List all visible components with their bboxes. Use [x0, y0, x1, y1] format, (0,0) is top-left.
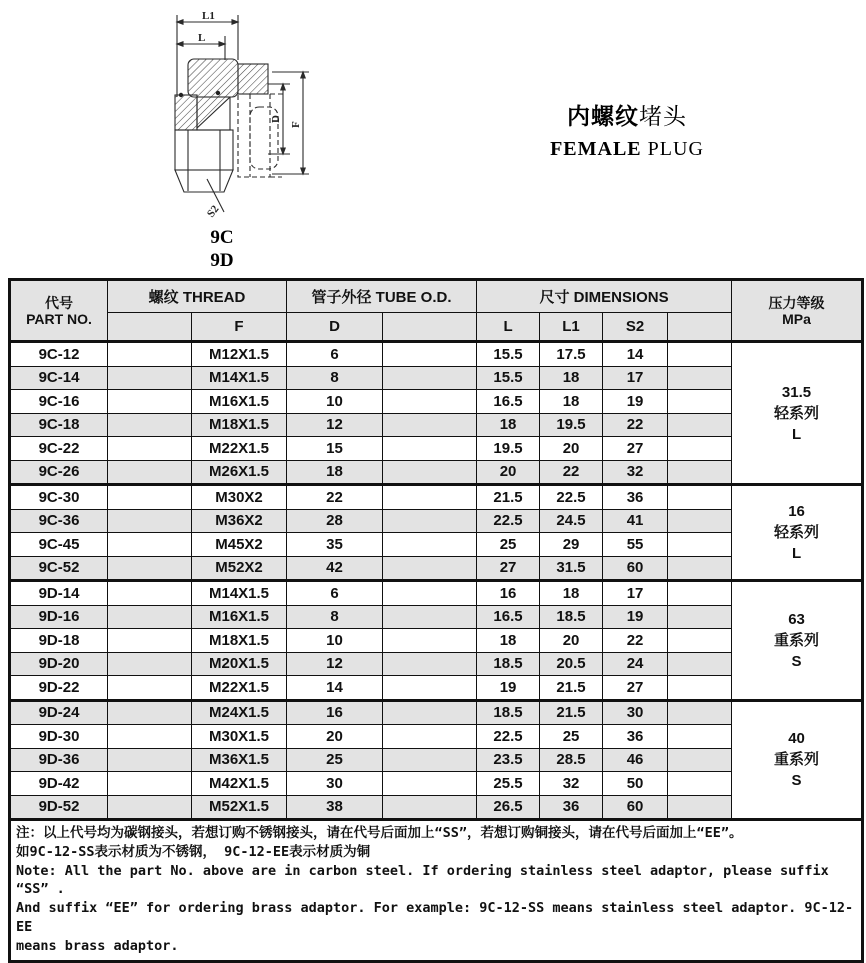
part-no-cell: 9D-16	[10, 605, 108, 629]
pressure-rating-cell	[732, 700, 863, 820]
dim-s2-cell: 19	[603, 390, 668, 414]
tube-od-cell: 25	[287, 748, 383, 772]
tube-blank-cell	[383, 342, 477, 367]
col-header-part-no	[10, 280, 108, 342]
thread-blank-cell	[108, 652, 192, 676]
tube-od-cell: 8	[287, 366, 383, 390]
dim-l1-cell: 18.5	[540, 605, 603, 629]
thread-f-cell: M52X1.5	[192, 795, 287, 820]
col-header-dimensions: 尺寸 DIMENSIONS	[477, 280, 732, 313]
pressure-rating-line: 40	[788, 730, 805, 748]
thread-f-cell: M20X1.5	[192, 652, 287, 676]
part-no-cell: 9D-14	[10, 581, 108, 606]
table-row	[10, 342, 863, 367]
col-subheader-f: F	[192, 313, 287, 342]
thread-blank-cell	[108, 509, 192, 533]
thread-blank-cell	[108, 581, 192, 606]
dim-s2-cell: 17	[603, 366, 668, 390]
tube-od-cell: 14	[287, 676, 383, 701]
pressure-rating-line: 轻系列	[774, 404, 820, 422]
spec-table-wrap	[8, 278, 864, 963]
tube-od-cell: 22	[287, 485, 383, 510]
thread-f-cell: M42X1.5	[192, 772, 287, 796]
tube-od-cell: 10	[287, 390, 383, 414]
tube-blank-cell	[383, 795, 477, 820]
col-header-thread: 螺纹 THREAD	[108, 280, 287, 313]
footnote-row	[10, 820, 863, 962]
dim-s2-cell: 50	[603, 772, 668, 796]
dim-l-cell: 27	[477, 556, 540, 581]
col-subheader-dim-blank	[668, 313, 732, 342]
dim-blank-cell	[668, 437, 732, 461]
dim-s2-cell: 14	[603, 342, 668, 367]
tube-blank-cell	[383, 772, 477, 796]
pressure-rating-cell	[732, 342, 863, 485]
tube-blank-cell	[383, 413, 477, 437]
dim-blank-cell	[668, 413, 732, 437]
col-header-pressure	[732, 280, 863, 342]
product-title-en	[527, 138, 727, 161]
dim-blank-cell	[668, 700, 732, 725]
product-title-en-rest: PLUG	[647, 138, 704, 160]
model-label-9d: 9D	[210, 250, 234, 271]
dim-s2-cell: 46	[603, 748, 668, 772]
dim-s2-cell: 60	[603, 795, 668, 820]
dim-l1-cell: 18	[540, 390, 603, 414]
pressure-rating-cell	[732, 485, 863, 581]
dim-l-cell: 16.5	[477, 390, 540, 414]
tube-od-cell: 15	[287, 437, 383, 461]
thread-f-cell: M30X1.5	[192, 725, 287, 749]
part-no-cell: 9C-14	[10, 366, 108, 390]
tube-od-cell: 28	[287, 509, 383, 533]
dim-l-cell: 18.5	[477, 652, 540, 676]
dim-blank-cell	[668, 556, 732, 581]
dim-l-cell: 22.5	[477, 509, 540, 533]
part-no-cell: 9D-30	[10, 725, 108, 749]
dim-s2-cell: 19	[603, 605, 668, 629]
dim-l1-cell: 31.5	[540, 556, 603, 581]
tube-od-cell: 30	[287, 772, 383, 796]
thread-blank-cell	[108, 533, 192, 557]
product-title-en-bold: FEMALE	[550, 138, 642, 160]
tube-blank-cell	[383, 556, 477, 581]
part-no-cell: 9D-18	[10, 629, 108, 653]
pressure-rating-line: 重系列	[774, 631, 820, 649]
dim-blank-cell	[668, 460, 732, 485]
dim-l1-cell: 20	[540, 437, 603, 461]
dim-l1-cell: 18	[540, 366, 603, 390]
tube-od-cell: 12	[287, 413, 383, 437]
thread-blank-cell	[108, 556, 192, 581]
part-no-cell: 9C-22	[10, 437, 108, 461]
dim-l-cell: 23.5	[477, 748, 540, 772]
part-no-cell: 9C-30	[10, 485, 108, 510]
thread-blank-cell	[108, 700, 192, 725]
part-no-cell: 9C-45	[10, 533, 108, 557]
footnote-line-en-1: Note: All the part No. above are in carbon steel. If ordering stainless steel adaptor, please suffix “SS” .	[16, 862, 829, 898]
thread-blank-cell	[108, 676, 192, 701]
tube-blank-cell	[383, 460, 477, 485]
col-subheader-d: D	[287, 313, 383, 342]
spec-table	[8, 278, 864, 963]
dim-l-cell: 20	[477, 460, 540, 485]
dim-l1-cell: 20.5	[540, 652, 603, 676]
part-no-cell: 9D-36	[10, 748, 108, 772]
dim-s2-cell: 17	[603, 581, 668, 606]
col-header-part-no-zh: 代号	[45, 294, 73, 311]
dim-s2-cell: 22	[603, 413, 668, 437]
tube-blank-cell	[383, 437, 477, 461]
thread-blank-cell	[108, 342, 192, 367]
tube-blank-cell	[383, 390, 477, 414]
dim-s2-cell: 41	[603, 509, 668, 533]
table-row	[10, 700, 863, 725]
dim-l-cell: 15.5	[477, 342, 540, 367]
model-label-9c: 9C	[210, 227, 234, 248]
dim-blank-cell	[668, 725, 732, 749]
pressure-rating-line: 31.5	[781, 383, 812, 401]
dim-l1-cell: 18	[540, 581, 603, 606]
col-header-pressure-unit: MPa	[782, 310, 811, 327]
dim-blank-cell	[668, 772, 732, 796]
part-no-cell: 9D-20	[10, 652, 108, 676]
title-block	[527, 103, 727, 161]
dim-label-d: D	[270, 115, 282, 123]
dim-l1-cell: 28.5	[540, 748, 603, 772]
tube-od-cell: 20	[287, 725, 383, 749]
thread-f-cell: M36X2	[192, 509, 287, 533]
dim-blank-cell	[668, 485, 732, 510]
pressure-rating-line: 重系列	[774, 751, 820, 769]
dim-l-cell: 18	[477, 413, 540, 437]
col-subheader-l: L	[477, 313, 540, 342]
tube-od-cell: 12	[287, 652, 383, 676]
tube-blank-cell	[383, 652, 477, 676]
pressure-rating-cell	[732, 581, 863, 701]
tube-blank-cell	[383, 748, 477, 772]
thread-blank-cell	[108, 390, 192, 414]
thread-f-cell: M12X1.5	[192, 342, 287, 367]
dim-l-cell: 19	[477, 676, 540, 701]
dim-blank-cell	[668, 533, 732, 557]
tube-od-cell: 35	[287, 533, 383, 557]
footnote-line-zh-2: 如9C-12-SS表示材质为不锈钢， 9C-12-EE表示材质为铜	[16, 843, 371, 860]
thread-blank-cell	[108, 748, 192, 772]
pressure-rating-line: 轻系列	[774, 524, 820, 541]
pressure-rating-line: S	[791, 772, 802, 790]
thread-blank-cell	[108, 366, 192, 390]
tube-blank-cell	[383, 700, 477, 725]
tube-od-cell: 6	[287, 342, 383, 367]
tube-blank-cell	[383, 533, 477, 557]
footnote-line-zh-1: 注：以上代号均为碳钢接头，若想订购不锈钢接头，请在代号后面加上“SS”，若想订购铜接头，请在代号后面加上“EE”。	[16, 825, 743, 841]
part-no-cell: 9C-12	[10, 342, 108, 367]
dim-blank-cell	[668, 342, 732, 367]
dim-label-f: F	[290, 121, 302, 128]
pressure-rating-line: 16	[788, 503, 805, 520]
dim-l-cell: 25	[477, 533, 540, 557]
part-no-cell: 9D-52	[10, 795, 108, 820]
technical-drawing	[150, 2, 360, 230]
pressure-rating-line: L	[791, 545, 802, 562]
col-subheader-l1: L1	[540, 313, 603, 342]
thread-f-cell: M26X1.5	[192, 460, 287, 485]
table-row	[10, 485, 863, 510]
tube-blank-cell	[383, 676, 477, 701]
tube-blank-cell	[383, 629, 477, 653]
thread-f-cell: M30X2	[192, 485, 287, 510]
dim-l1-cell: 22	[540, 460, 603, 485]
dim-l-cell: 15.5	[477, 366, 540, 390]
dim-s2-cell: 22	[603, 629, 668, 653]
dim-s2-cell: 24	[603, 652, 668, 676]
part-no-cell: 9D-24	[10, 700, 108, 725]
dim-s2-cell: 60	[603, 556, 668, 581]
thread-blank-cell	[108, 460, 192, 485]
dim-blank-cell	[668, 509, 732, 533]
dim-l1-cell: 36	[540, 795, 603, 820]
dim-l1-cell: 32	[540, 772, 603, 796]
dim-l-cell: 18	[477, 629, 540, 653]
dim-l1-cell: 21.5	[540, 700, 603, 725]
dim-l-cell: 16.5	[477, 605, 540, 629]
dim-s2-cell: 27	[603, 437, 668, 461]
dim-label-l1: L1	[202, 10, 215, 22]
tube-blank-cell	[383, 605, 477, 629]
tube-blank-cell	[383, 366, 477, 390]
dim-blank-cell	[668, 390, 732, 414]
dim-l1-cell: 20	[540, 629, 603, 653]
tube-od-cell: 16	[287, 700, 383, 725]
dim-label-l: L	[198, 32, 206, 44]
dim-blank-cell	[668, 652, 732, 676]
pressure-rating-line: L	[791, 425, 802, 443]
tube-blank-cell	[383, 581, 477, 606]
thread-f-cell: M18X1.5	[192, 413, 287, 437]
dim-blank-cell	[668, 581, 732, 606]
tube-blank-cell	[383, 725, 477, 749]
thread-f-cell: M22X1.5	[192, 676, 287, 701]
model-labels	[172, 226, 272, 272]
thread-blank-cell	[108, 725, 192, 749]
pressure-rating-line: S	[791, 652, 802, 670]
part-no-cell: 9C-52	[10, 556, 108, 581]
tube-od-cell: 38	[287, 795, 383, 820]
dim-s2-cell: 36	[603, 485, 668, 510]
dim-s2-cell: 55	[603, 533, 668, 557]
dim-blank-cell	[668, 676, 732, 701]
part-no-cell: 9C-16	[10, 390, 108, 414]
col-subheader-s2: S2	[603, 313, 668, 342]
col-header-pressure-zh: 压力等级	[768, 294, 825, 311]
col-header-tube-od: 管子外径 TUBE O.D.	[287, 280, 477, 313]
col-header-part-no-en: PART NO.	[26, 310, 92, 327]
product-title-zh-rest: 堵头	[639, 103, 687, 129]
thread-blank-cell	[108, 485, 192, 510]
thread-f-cell: M16X1.5	[192, 605, 287, 629]
dim-label-s2: S2	[204, 203, 222, 220]
part-no-cell: 9D-42	[10, 772, 108, 796]
dim-l-cell: 25.5	[477, 772, 540, 796]
dim-s2-cell: 36	[603, 725, 668, 749]
dim-l-cell: 22.5	[477, 725, 540, 749]
thread-f-cell: M36X1.5	[192, 748, 287, 772]
tube-blank-cell	[383, 509, 477, 533]
dim-l1-cell: 22.5	[540, 485, 603, 510]
footnote-cell	[10, 820, 863, 962]
thread-f-cell: M16X1.5	[192, 390, 287, 414]
thread-blank-cell	[108, 605, 192, 629]
part-no-cell: 9C-18	[10, 413, 108, 437]
thread-blank-cell	[108, 629, 192, 653]
tube-od-cell: 42	[287, 556, 383, 581]
tube-od-cell: 8	[287, 605, 383, 629]
tube-od-cell: 10	[287, 629, 383, 653]
thread-f-cell: M14X1.5	[192, 366, 287, 390]
dim-l1-cell: 21.5	[540, 676, 603, 701]
part-no-cell: 9C-36	[10, 509, 108, 533]
thread-blank-cell	[108, 437, 192, 461]
thread-f-cell: M45X2	[192, 533, 287, 557]
dim-l-cell: 26.5	[477, 795, 540, 820]
footnote-line-en-2: And suffix “EE” for ordering brass adaptor. For example: 9C-12-SS means stainless steel adaptor. 9C-12-EE	[16, 900, 854, 935]
dim-l1-cell: 24.5	[540, 509, 603, 533]
tube-blank-cell	[383, 485, 477, 510]
dim-s2-cell: 27	[603, 676, 668, 701]
dim-s2-cell: 32	[603, 460, 668, 485]
dim-l1-cell: 17.5	[540, 342, 603, 367]
dim-l1-cell: 19.5	[540, 413, 603, 437]
dim-l1-cell: 25	[540, 725, 603, 749]
product-title-zh-bold: 内螺纹	[567, 103, 639, 129]
fitting-section-drawing	[150, 2, 360, 230]
pressure-rating-line: 63	[788, 610, 805, 628]
thread-blank-cell	[108, 413, 192, 437]
footnote-line-en-3: means brass adaptor.	[16, 937, 179, 954]
dim-l-cell: 19.5	[477, 437, 540, 461]
product-title-zh	[527, 103, 727, 129]
dim-l-cell: 21.5	[477, 485, 540, 510]
thread-f-cell: M24X1.5	[192, 700, 287, 725]
tube-od-cell: 6	[287, 581, 383, 606]
tube-od-cell: 18	[287, 460, 383, 485]
thread-f-cell: M18X1.5	[192, 629, 287, 653]
table-row	[10, 581, 863, 606]
dim-blank-cell	[668, 605, 732, 629]
dim-blank-cell	[668, 795, 732, 820]
part-no-cell: 9D-22	[10, 676, 108, 701]
dim-l-cell: 18.5	[477, 700, 540, 725]
dim-blank-cell	[668, 366, 732, 390]
col-subheader-tube-blank	[383, 313, 477, 342]
col-subheader-thread-blank	[108, 313, 192, 342]
part-no-cell: 9C-26	[10, 460, 108, 485]
thread-f-cell: M14X1.5	[192, 581, 287, 606]
dim-blank-cell	[668, 748, 732, 772]
thread-f-cell: M52X2	[192, 556, 287, 581]
thread-blank-cell	[108, 795, 192, 820]
dim-s2-cell: 30	[603, 700, 668, 725]
dim-blank-cell	[668, 629, 732, 653]
dim-l1-cell: 29	[540, 533, 603, 557]
thread-f-cell: M22X1.5	[192, 437, 287, 461]
dim-l-cell: 16	[477, 581, 540, 606]
thread-blank-cell	[108, 772, 192, 796]
